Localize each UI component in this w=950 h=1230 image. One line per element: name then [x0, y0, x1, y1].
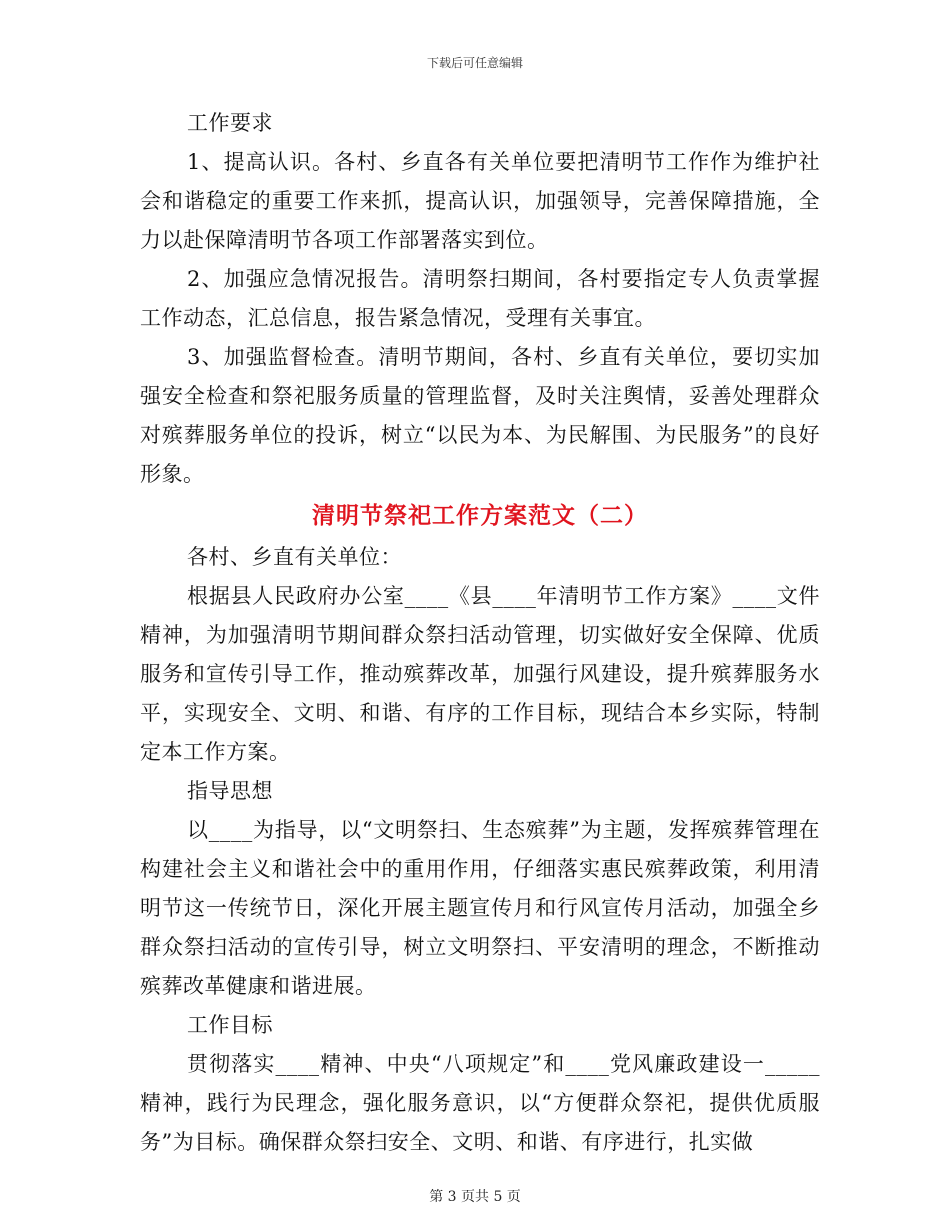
paragraph-work-goals: 贯彻落实____精神、中央“八项规定”和____党风廉政建设一_____精神，践行为民理念，强化服务意识，以“方便群众祭祀，提供优质服务”为目标。确保群众祭扫安全、文明、和谐、有序进行，扎实做 [140, 1052, 820, 1154]
section-heading-work-goals: 工作目标 [187, 1013, 273, 1037]
paragraph-intro: 根据县人民政府办公室____《县____年清明节工作方案》____文件精神，为加强清明节期间群众祭扫活动管理，切实做好安全保障、优质服务和宣传引导工作，推动殡葬改革，加强行风建设，提升殡葬服务水平，实现安全、文明、和谐、有序的工作目标，现结合本乡实际，特制定本工作方案。 [140, 584, 820, 764]
page-header: 下载后可任意编辑 [426, 56, 523, 70]
page-footer: 第 3 页共 5 页 [429, 1189, 521, 1205]
section-heading-requirements: 工作要求 [187, 111, 273, 135]
document-body [140, 104, 820, 1162]
paragraph-requirement-1: 1、提高认识。各村、乡直各有关单位要把清明节工作作为维护社会和谐稳定的重要工作来抓，提高认识，加强领导，完善保障措施，全力以赴保障清明节各项工作部署落实到位。 [140, 150, 820, 252]
paragraph-requirement-3: 3、加强监督检查。清明节期间，各村、乡直有关单位，要切实加强安全检查和祭祀服务质量的管理监督，及时关注舆情，妥善处理群众对殡葬服务单位的投诉，树立“以民为本、为民解围、为民服务”的良好形象。 [140, 345, 820, 486]
paragraph-requirement-2: 2、加强应急情况报告。清明祭扫期间，各村要指定专人负责掌握工作动态，汇总信息，报告紧急情况，受理有关事宜。 [140, 267, 820, 330]
salutation: 各村、乡直有关单位： [187, 545, 402, 569]
section-heading-guiding-ideology: 指导思想 [187, 779, 273, 803]
document-title: 清明节祭祀工作方案范文（二） [312, 502, 648, 529]
paragraph-guiding-ideology: 以____为指导，以“文明祭扫、生态殡葬”为主题，发挥殡葬管理在构建社会主义和谐社会中的重用作用，仔细落实惠民殡葬政策，利用清明节这一传统节日，深化开展主题宣传月和行风宣传月活动，加强全乡群众祭扫活动的宣传引导，树立文明祭扫、平安清明的理念，不断推动殡葬改革健康和谐进展。 [140, 818, 820, 998]
